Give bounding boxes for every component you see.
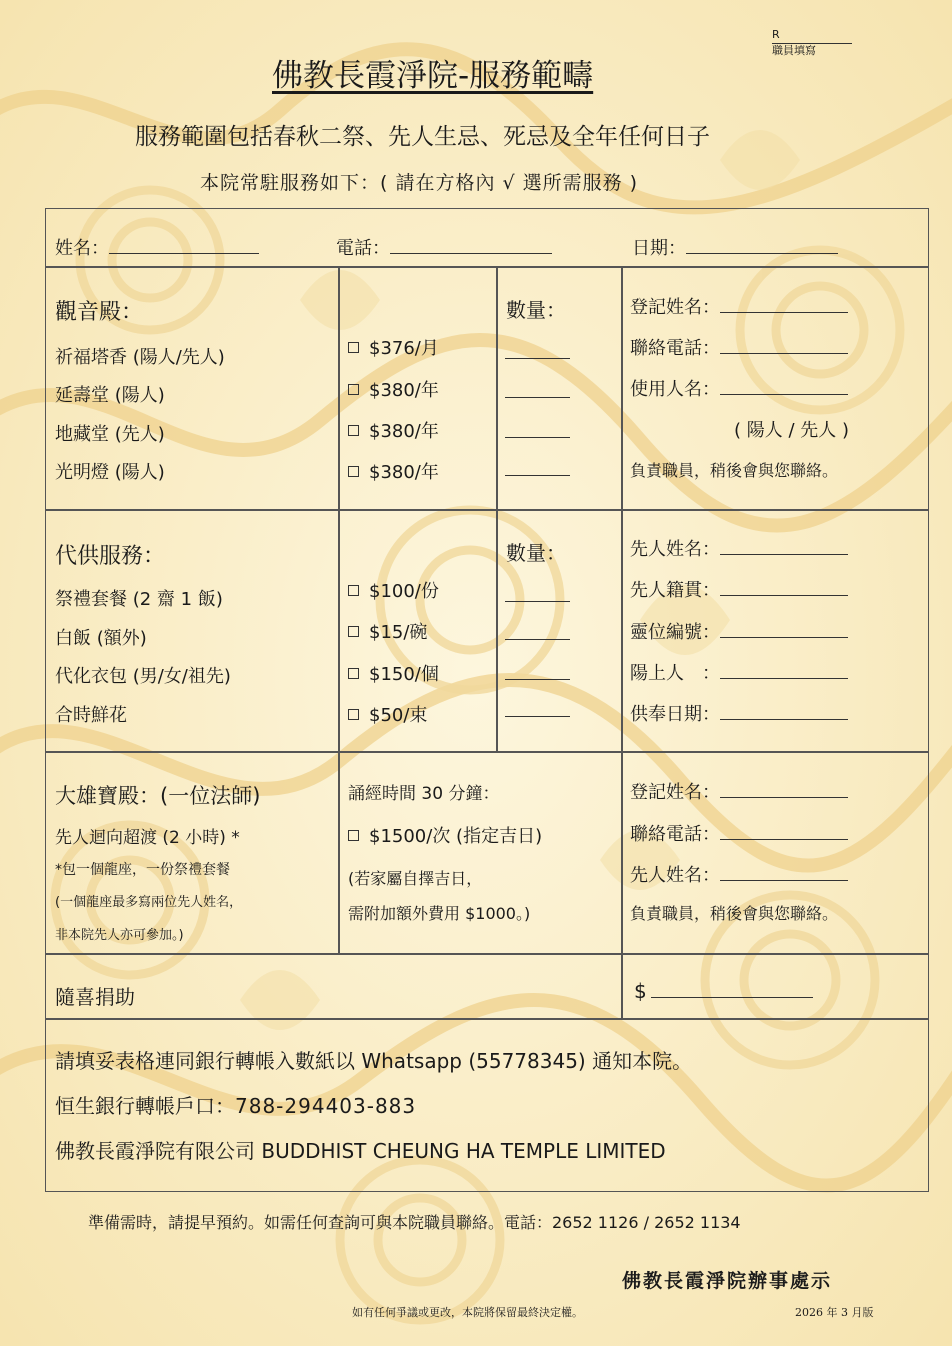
guanyin-item-name: 祈福塔香 (陽人/先人) (55, 347, 225, 368)
price: $50/束 (369, 705, 428, 726)
extra-fee-note: (若家屬自擇吉日， (348, 869, 483, 888)
price: $1500/次 (指定吉日) (369, 826, 543, 847)
checkbox[interactable] (348, 466, 359, 477)
currency-symbol: $ (634, 979, 647, 1003)
field-label: 陽上人 ： (630, 663, 720, 684)
offering-heading: 代供服務： (55, 544, 166, 569)
divider (496, 266, 498, 751)
name-field[interactable] (55, 234, 259, 260)
instruction: 本院常駐服務如下：( 請在方格內 √ 選所需服務 ) (200, 172, 639, 194)
price: $380/年 (369, 380, 439, 401)
main-hall-note: 非本院先人亦可參加。) (55, 928, 184, 943)
date-field[interactable] (632, 234, 838, 260)
offering-item-name: 祭禮套餐 (2 齋 1 飯) (55, 589, 223, 610)
company-name: 佛教長霞淨院有限公司 BUDDHIST CHEUNG HA TEMPLE LIMITED (55, 1139, 666, 1163)
bank-label: 恒生銀行轉帳戶口： (55, 1094, 235, 1118)
field-label: 先人姓名： (630, 865, 720, 886)
main-hall-deceased-field[interactable] (630, 861, 848, 887)
main-hall-reg-name-field[interactable] (630, 778, 848, 804)
main-hall-service: 先人迴向超渡 (2 小時) * (55, 828, 240, 848)
offering-item-name: 白飯 (額外) (55, 628, 147, 649)
chanting-time-label: 誦經時間 30 分鐘： (348, 784, 500, 804)
field-label: 聯絡電話： (630, 338, 720, 359)
divider (45, 266, 928, 268)
checkbox[interactable] (348, 626, 359, 637)
tablet-number-field[interactable] (630, 618, 848, 644)
divider (45, 953, 928, 955)
offering-option[interactable] (348, 660, 439, 686)
contact-note: 負責職員，稍後會與您聯絡。 (630, 904, 839, 923)
donation-amount-field[interactable] (634, 979, 813, 1003)
guanyin-item-name: 光明燈 (陽人) (55, 462, 165, 483)
divider (45, 509, 928, 511)
offering-qty-label: 數量： (506, 541, 566, 565)
guanyin-option[interactable] (348, 458, 439, 484)
office-signature: 佛教長霞淨院辦事處示 (622, 1270, 833, 1292)
guanyin-option[interactable] (348, 376, 439, 402)
divider (621, 266, 623, 1018)
offering-option[interactable] (348, 577, 439, 603)
phone-label: 電話： (336, 238, 390, 259)
quantity-input[interactable] (505, 397, 570, 398)
quantity-input[interactable] (505, 475, 570, 476)
price: $380/年 (369, 462, 439, 483)
checkbox[interactable] (348, 384, 359, 395)
price: $15/碗 (369, 622, 428, 643)
checkbox[interactable] (348, 830, 359, 841)
price: $150/個 (369, 664, 439, 685)
main-hall-reg-phone-field[interactable] (630, 820, 848, 846)
guanyin-option[interactable] (348, 417, 439, 443)
checkbox[interactable] (348, 709, 359, 720)
name-label: 姓名： (55, 238, 109, 259)
field-label: 使用人名： (630, 379, 720, 400)
footer-contact: 準備需時，請提早預約。如需任何查詢可與本院職員聯絡。電話：2652 1126 / 2652 1134 (88, 1213, 741, 1232)
quantity-input[interactable] (505, 437, 570, 438)
main-hall-note: (一個龍座最多寫兩位先人姓名， (55, 895, 243, 910)
field-label: 登記姓名： (630, 297, 720, 318)
divider (45, 751, 928, 753)
user-type-note: ( 陽人 / 先人 ) (734, 420, 849, 441)
quantity-input[interactable] (505, 679, 570, 680)
main-hall-heading: 大雄寶殿：(一位法師) (55, 784, 261, 808)
contact-note: 負責職員，稍後會與您聯絡。 (630, 461, 839, 480)
offering-item-name: 合時鮮花 (55, 705, 127, 726)
disclaimer: 如有任何爭議或更改，本院將保留最終決定權。 (352, 1306, 583, 1319)
guanyin-qty-label: 數量： (506, 298, 566, 322)
quantity-input[interactable] (505, 601, 570, 602)
bank-account-line (55, 1090, 416, 1119)
price: $380/年 (369, 421, 439, 442)
version-label: 2026 年 3 月版 (795, 1306, 874, 1319)
service-scope: 服務範圍包括春秋二祭、先人生忌、死忌及全年任何日子 (135, 124, 710, 150)
payment-instruction: 請填妥表格連同銀行轉帳入數紙以 Whatsapp (55778345) 通知本院。 (55, 1049, 693, 1073)
guanyin-item-name: 地藏堂 (先人) (55, 424, 165, 445)
extra-fee-note: 需附加額外費用 $1000。) (348, 904, 531, 923)
phone-field[interactable] (336, 234, 552, 260)
offering-item-name: 代化衣包 (男/女/祖先) (55, 666, 231, 687)
staff-use-box (772, 28, 852, 58)
price: $376/月 (369, 338, 439, 359)
field-label: 聯絡電話： (630, 824, 720, 845)
date-label: 日期： (632, 238, 686, 259)
bank-account-number: 788-294403-883 (235, 1094, 417, 1118)
guanyin-heading: 觀音殿： (55, 300, 144, 325)
checkbox[interactable] (348, 425, 359, 436)
guanyin-option[interactable] (348, 334, 439, 360)
quantity-input[interactable] (505, 358, 570, 359)
offering-option[interactable] (348, 618, 427, 644)
field-label: 先人姓名： (630, 539, 720, 560)
deceased-name-field[interactable] (630, 535, 848, 561)
quantity-input[interactable] (505, 639, 570, 640)
quantity-input[interactable] (505, 716, 570, 717)
divider (45, 1018, 928, 1020)
checkbox[interactable] (348, 668, 359, 679)
main-hall-option[interactable] (348, 822, 542, 848)
field-label: 登記姓名： (630, 782, 720, 803)
field-label: 供奉日期： (630, 704, 720, 725)
field-label: 先人籍貫： (630, 580, 720, 601)
guanyin-item-name: 延壽堂 (陽人) (55, 385, 165, 406)
staff-reference-field[interactable]: R (772, 28, 852, 44)
page-title: 佛教長霞淨院-服務範疇 (272, 58, 594, 94)
price: $100/份 (369, 581, 439, 602)
guanyin-reg-name-field[interactable] (630, 293, 848, 319)
donation-label: 隨喜捐助 (55, 985, 135, 1009)
descendant-field[interactable] (630, 659, 848, 685)
deceased-origin-field[interactable] (630, 576, 848, 602)
offering-date-field[interactable] (630, 700, 848, 726)
divider (338, 266, 340, 953)
staff-use-label: 職員填寫 (772, 44, 816, 57)
checkbox[interactable] (348, 585, 359, 596)
guanyin-user-name-field[interactable] (630, 375, 848, 401)
guanyin-reg-phone-field[interactable] (630, 334, 848, 360)
checkbox[interactable] (348, 342, 359, 353)
offering-option[interactable] (348, 701, 427, 727)
main-hall-note: *包一個龍座，一份祭禮套餐 (55, 862, 230, 878)
field-label: 靈位編號： (630, 622, 720, 643)
